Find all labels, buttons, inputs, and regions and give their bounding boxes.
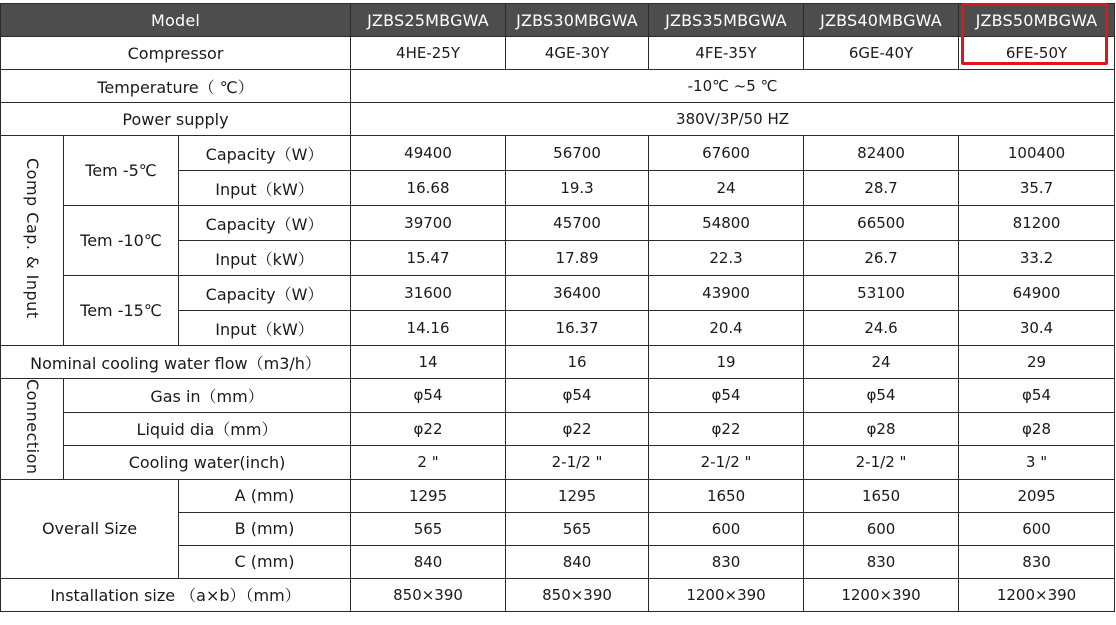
installation-value: 1200×390	[649, 578, 804, 611]
input-value: 22.3	[649, 241, 804, 276]
power-supply-value: 380V/3P/50 HZ	[351, 103, 1115, 136]
water-flow-value: 14	[351, 346, 506, 379]
size-value: 565	[351, 512, 506, 545]
input-value: 19.3	[506, 171, 649, 206]
model-header: Model	[1, 4, 351, 37]
connection-label: Gas in（mm）	[64, 379, 351, 413]
input-value: 30.4	[959, 311, 1115, 346]
capacity-row	[1, 276, 1115, 311]
installation-value: 1200×390	[959, 578, 1115, 611]
connection-value: φ54	[959, 379, 1115, 413]
connection-row	[1, 446, 1115, 480]
capacity-value: 54800	[649, 206, 804, 241]
size-value: 600	[649, 512, 804, 545]
size-value: 1295	[506, 479, 649, 512]
capacity-value: 66500	[804, 206, 959, 241]
connection-group-label	[1, 379, 64, 480]
capacity-value: 67600	[649, 136, 804, 171]
capacity-value: 81200	[959, 206, 1115, 241]
water-flow-value: 24	[804, 346, 959, 379]
connection-value: 2-1/2 "	[649, 446, 804, 480]
capacity-value: 43900	[649, 276, 804, 311]
connection-value: φ54	[351, 379, 506, 413]
water-flow-value: 19	[649, 346, 804, 379]
connection-group-text: Connection	[23, 379, 42, 475]
connection-value: 2-1/2 "	[804, 446, 959, 480]
temp-label: Tem -10℃	[64, 206, 179, 276]
power-supply-row	[1, 103, 1115, 136]
capacity-value: 39700	[351, 206, 506, 241]
size-value: 600	[959, 512, 1115, 545]
input-label: Input（kW）	[179, 171, 351, 206]
size-dimension-label: C (mm)	[179, 545, 351, 578]
connection-value: 2 "	[351, 446, 506, 480]
size-dimension-label: B (mm)	[179, 512, 351, 545]
capacity-value: 64900	[959, 276, 1115, 311]
model-5: JZBS50MBGWA	[959, 4, 1115, 37]
connection-value: φ54	[649, 379, 804, 413]
input-label: Input（kW）	[179, 311, 351, 346]
input-value: 24	[649, 171, 804, 206]
input-value: 33.2	[959, 241, 1115, 276]
water-flow-row	[1, 346, 1115, 379]
input-value: 24.6	[804, 311, 959, 346]
connection-value: φ28	[804, 412, 959, 446]
input-value: 16.37	[506, 311, 649, 346]
model-4: JZBS40MBGWA	[804, 4, 959, 37]
installation-label: Installation size （a×b）（mm）	[1, 578, 351, 611]
input-value: 26.7	[804, 241, 959, 276]
connection-value: φ28	[959, 412, 1115, 446]
water-flow-label: Nominal cooling water flow（m3/h）	[1, 346, 351, 379]
connection-value: φ22	[506, 412, 649, 446]
input-value: 15.47	[351, 241, 506, 276]
size-value: 830	[804, 545, 959, 578]
water-flow-value: 29	[959, 346, 1115, 379]
capacity-value: 36400	[506, 276, 649, 311]
connection-value: φ54	[804, 379, 959, 413]
input-value: 17.89	[506, 241, 649, 276]
input-value: 20.4	[649, 311, 804, 346]
model-3: JZBS35MBGWA	[649, 4, 804, 37]
comp-cap-group-label	[1, 136, 64, 346]
size-value: 1650	[649, 479, 804, 512]
capacity-row	[1, 206, 1115, 241]
capacity-value: 45700	[506, 206, 649, 241]
input-value: 14.16	[351, 311, 506, 346]
overall-size-row	[1, 479, 1115, 512]
connection-value: φ22	[351, 412, 506, 446]
capacity-row	[1, 136, 1115, 171]
installation-value: 850×390	[506, 578, 649, 611]
spec-table	[0, 3, 1115, 612]
water-flow-value: 16	[506, 346, 649, 379]
input-value: 16.68	[351, 171, 506, 206]
capacity-value: 56700	[506, 136, 649, 171]
installation-value: 850×390	[351, 578, 506, 611]
power-supply-label: Power supply	[1, 103, 351, 136]
input-label: Input（kW）	[179, 241, 351, 276]
connection-value: φ54	[506, 379, 649, 413]
connection-row	[1, 379, 1115, 413]
connection-value: φ22	[649, 412, 804, 446]
size-value: 1295	[351, 479, 506, 512]
compressor-value: 6GE-40Y	[804, 37, 959, 70]
comp-cap-group-text: Comp Cap. & Input	[23, 158, 42, 319]
capacity-label: Capacity（W）	[179, 276, 351, 311]
temperature-value: -10℃ ~5 ℃	[351, 70, 1115, 103]
capacity-label: Capacity（W）	[179, 136, 351, 171]
model-2: JZBS30MBGWA	[506, 4, 649, 37]
capacity-value: 53100	[804, 276, 959, 311]
connection-row	[1, 412, 1115, 446]
overall-size-label: Overall Size	[1, 479, 179, 578]
temperature-label: Temperature（ ℃）	[1, 70, 351, 103]
capacity-value: 49400	[351, 136, 506, 171]
size-value: 840	[351, 545, 506, 578]
size-value: 840	[506, 545, 649, 578]
compressor-value: 4HE-25Y	[351, 37, 506, 70]
connection-value: 2-1/2 "	[506, 446, 649, 480]
compressor-row	[1, 37, 1115, 70]
model-1: JZBS25MBGWA	[351, 4, 506, 37]
input-value: 28.7	[804, 171, 959, 206]
installation-value: 1200×390	[804, 578, 959, 611]
input-value: 35.7	[959, 171, 1115, 206]
size-value: 1650	[804, 479, 959, 512]
compressor-label: Compressor	[1, 37, 351, 70]
size-value: 600	[804, 512, 959, 545]
compressor-value: 6FE-50Y	[959, 37, 1115, 70]
connection-value: 3 "	[959, 446, 1115, 480]
capacity-value: 82400	[804, 136, 959, 171]
installation-row	[1, 578, 1115, 611]
size-value: 830	[649, 545, 804, 578]
size-dimension-label: A (mm)	[179, 479, 351, 512]
size-value: 565	[506, 512, 649, 545]
compressor-value: 4GE-30Y	[506, 37, 649, 70]
connection-label: Cooling water(inch)	[64, 446, 351, 480]
capacity-label: Capacity（W）	[179, 206, 351, 241]
temp-label: Tem -15℃	[64, 276, 179, 346]
size-value: 830	[959, 545, 1115, 578]
capacity-value: 100400	[959, 136, 1115, 171]
temperature-row	[1, 70, 1115, 103]
connection-label: Liquid dia（mm）	[64, 412, 351, 446]
capacity-value: 31600	[351, 276, 506, 311]
size-value: 2095	[959, 479, 1115, 512]
compressor-value: 4FE-35Y	[649, 37, 804, 70]
header-row	[1, 4, 1115, 37]
temp-label: Tem -5℃	[64, 136, 179, 206]
